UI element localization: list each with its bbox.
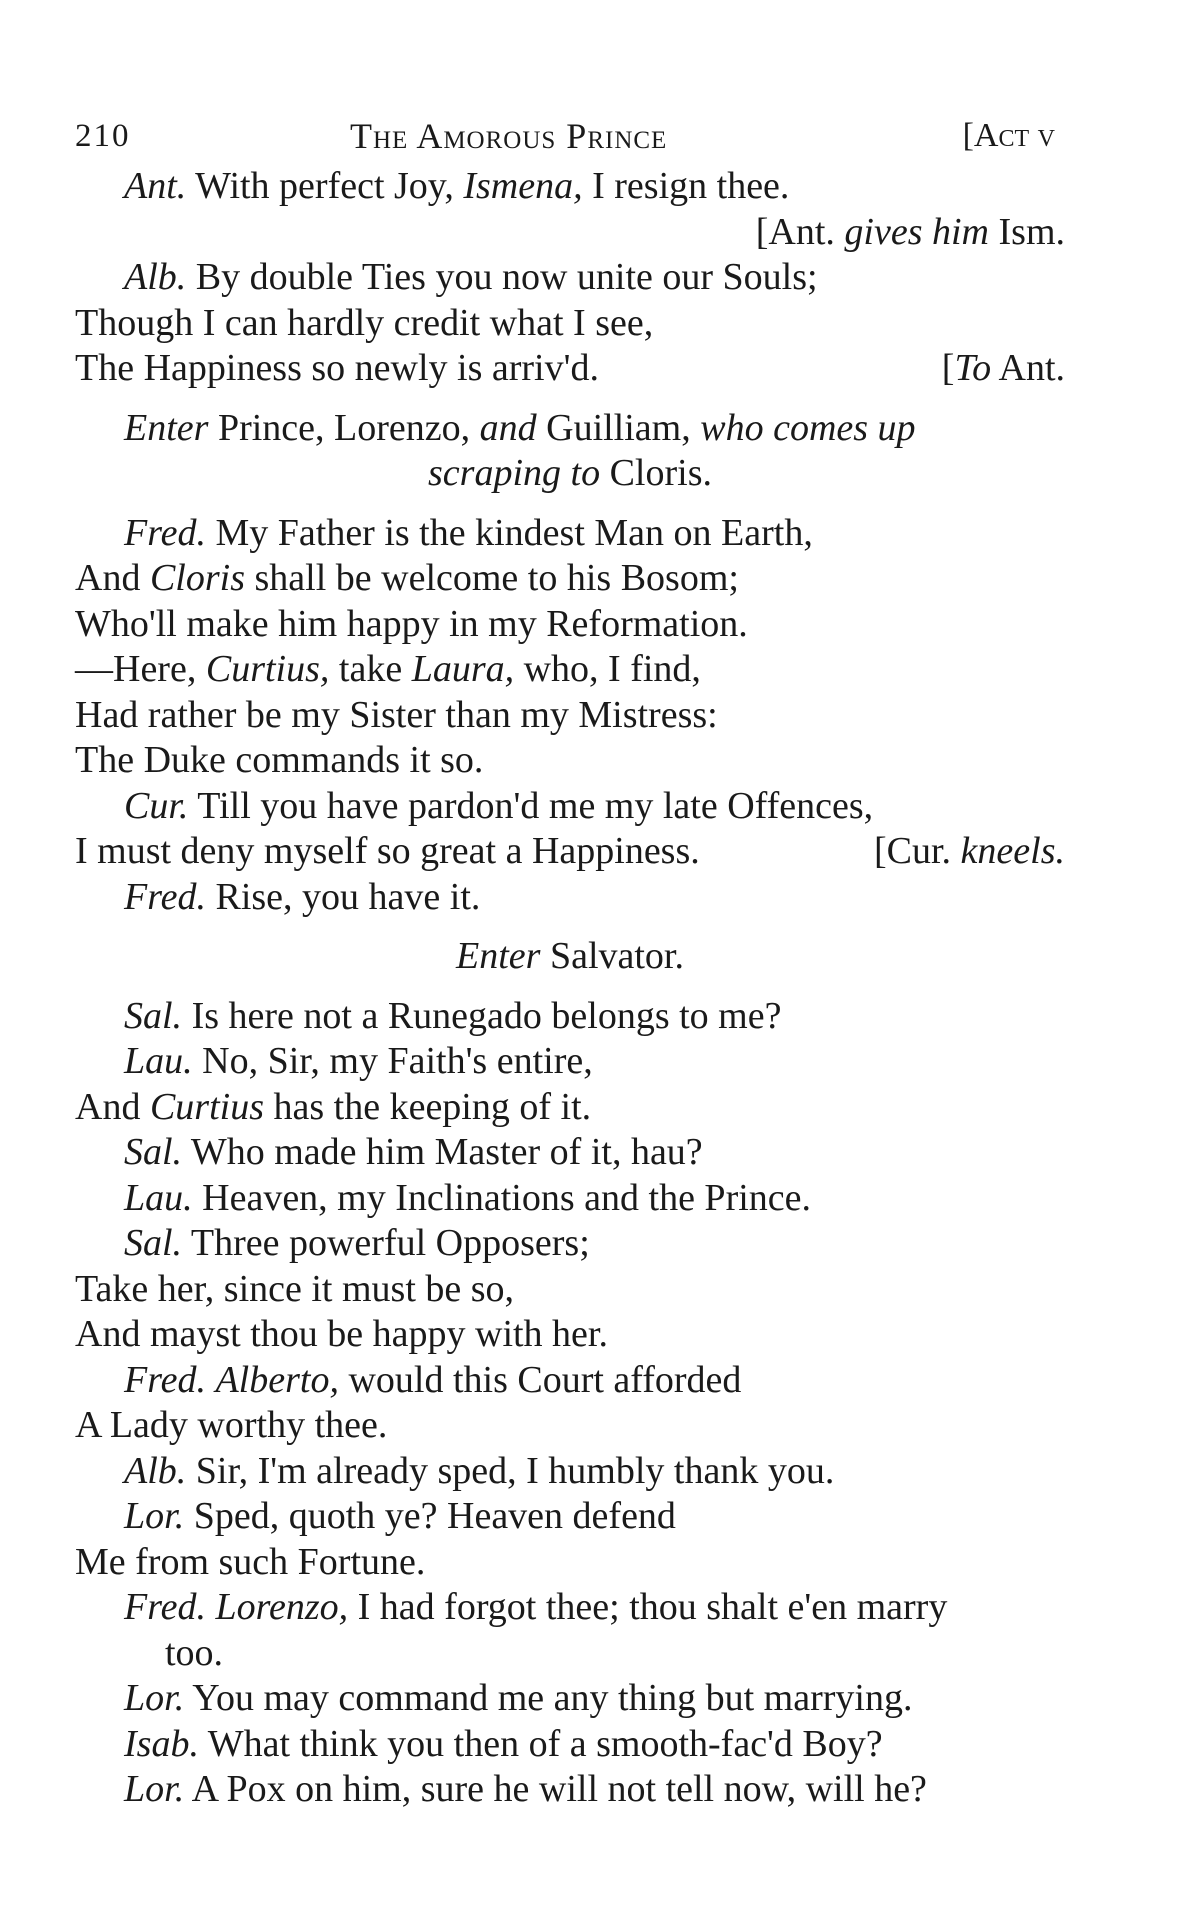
text-line: too. xyxy=(165,1631,224,1674)
text-line: Fred. Lorenzo, I had forgot thee; thou shalt e'en marry xyxy=(124,1586,948,1628)
speaker: Lor. xyxy=(124,1677,185,1719)
text-line: Lor. Sped, quoth ye? Heaven defend xyxy=(124,1495,676,1537)
text-line: And Curtius has the keeping of it. xyxy=(75,1085,592,1128)
speaker: Alb. xyxy=(124,256,187,298)
text-line: I must deny myself so great a Happiness. [Cur. kneels. xyxy=(75,829,1065,875)
speaker: Lau. xyxy=(124,1040,193,1082)
text-line: Alb. Sir, I'm already sped, I humbly thank you. xyxy=(124,1449,835,1492)
speaker: Lor. xyxy=(124,1495,185,1537)
speaker: Cur. xyxy=(124,784,189,827)
running-title: The Amorous Prince xyxy=(350,116,668,156)
text-line: Lor. A Pox on him, sure he will not tell now, will he? xyxy=(124,1768,927,1810)
text-line: Lau. No, Sir, my Faith's entire, xyxy=(124,1040,593,1082)
entrance-direction: scraping to Cloris. xyxy=(428,452,712,494)
text-line: Fred. Alberto, would this Court afforded xyxy=(124,1358,742,1401)
text-line: Cur. Till you have pardon'd me my late Offences, xyxy=(124,784,874,827)
text-line: Alb. By double Ties you now unite our Souls; xyxy=(124,256,818,298)
text-line: Had rather be my Sister than my Mistress: xyxy=(75,693,718,736)
entrance-direction: Enter Salvator. xyxy=(456,935,684,977)
text-line: Lor. You may command me any thing but marrying. xyxy=(124,1677,913,1719)
running-header xyxy=(75,112,1055,160)
text-line: Isab. What think you then of a smooth-fac'd Boy? xyxy=(124,1722,883,1765)
text-line: Me from such Fortune. xyxy=(75,1540,426,1583)
text-line: Who'll make him happy in my Reformation. xyxy=(75,602,748,645)
text-line: —Here, Curtius, take Laura, who, I find, xyxy=(75,648,701,690)
entrance-direction: Enter Prince, Lorenzo, and Guilliam, who comes up xyxy=(124,406,916,449)
text-line: Take her, since it must be so, xyxy=(75,1267,515,1310)
text-line: Ant. With perfect Joy, Ismena, I resign thee. xyxy=(124,165,790,207)
stage-direction: [To Ant. xyxy=(941,347,1065,389)
speaker: Lor. xyxy=(124,1768,185,1810)
text-line: Though I can hardly credit what I see, xyxy=(75,301,654,344)
page-number: 210 xyxy=(75,118,131,154)
text-line: And mayst thou be happy with her. xyxy=(75,1313,608,1355)
speaker: Alb. xyxy=(124,1449,187,1492)
text-line: Fred. Rise, you have it. xyxy=(124,875,481,918)
text-line: Sal. Is here not a Runegado belongs to me? xyxy=(124,994,782,1037)
text-line: Fred. My Father is the kindest Man on Earth, xyxy=(124,511,813,554)
text-line: And Cloris shall be welcome to his Bosom; xyxy=(75,557,739,599)
stage-direction: [Ant. gives him Ism. xyxy=(755,210,1065,253)
speaker: Isab. xyxy=(124,1722,199,1765)
text-line: The Duke commands it so. xyxy=(75,739,484,781)
text-line: Sal. Who made him Master of it, hau? xyxy=(124,1131,703,1173)
speaker: Fred. xyxy=(124,1358,206,1401)
speaker: Fred. xyxy=(124,1586,206,1628)
text-line: The Happiness so newly is arriv'd. [To Ant. xyxy=(75,346,1065,392)
act-label: [Act v xyxy=(962,117,1055,154)
text-line: Sal. Three powerful Opposers; xyxy=(124,1222,590,1264)
speaker: Fred. xyxy=(124,875,206,918)
speaker: Sal. xyxy=(124,994,183,1037)
speaker: Fred. xyxy=(124,511,206,554)
speaker: Sal. xyxy=(124,1222,183,1264)
text-line: A Lady worthy thee. xyxy=(75,1404,388,1446)
text-line: Lau. Heaven, my Inclinations and the Prince. xyxy=(124,1176,812,1219)
speaker: Ant. xyxy=(124,165,187,207)
play-text xyxy=(75,164,1065,1813)
speaker: Sal. xyxy=(124,1131,183,1173)
speaker: Lau. xyxy=(124,1176,193,1219)
stage-direction: [Cur. kneels. xyxy=(873,830,1065,872)
